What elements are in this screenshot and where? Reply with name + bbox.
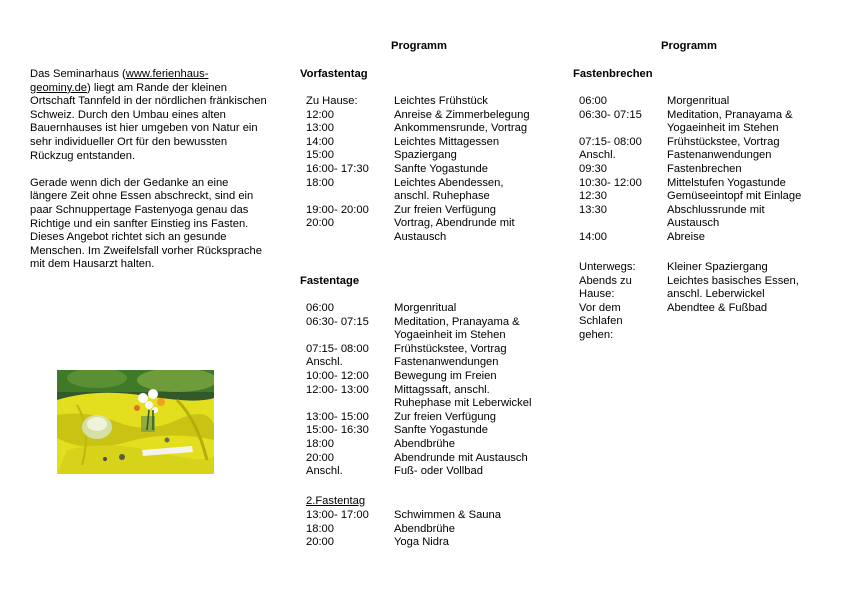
schedule-activity: Gemüseeintopf mit Einlage — [667, 190, 802, 203]
intro-paragraph-2: Gerade wenn dich der Gedanke an eine längere Zeit ohne Essen abschreckt, sind ein paar Schnuppertage Fastenyoga genau das Richtige und ein sanfter Einstieg ins Fasten. Dieses Angebot richtet sich an gesunde Menschen. Im Zweifelsfall vorher Rücksprache mit dem Hausarzt halten. — [30, 176, 262, 271]
section-title-fastentage: Fastentage — [300, 275, 360, 287]
schedule-time: 13:00- 17:00 — [306, 509, 369, 521]
schedule-time: 20:00 — [306, 217, 334, 230]
schedule-time: 14:00 — [306, 135, 334, 148]
schedule-activity: Leichtes Frühstück — [394, 95, 488, 107]
schedule-activity: Abendtee & Fußbad — [667, 301, 768, 314]
schedule-time: Unterwegs: — [579, 261, 636, 273]
schedule-activity: Frühstückstee, Vortrag Fastenanwendungen — [667, 135, 780, 162]
schedule-time: 20:00 — [306, 536, 334, 549]
schedule-time: 07:15- 08:00 Anschl. — [306, 342, 369, 369]
intro-text — [30, 68, 268, 286]
schedule-time: 15:00- 16:30 — [306, 424, 369, 437]
schedule-time: 18:00 — [306, 522, 334, 535]
schedule-activity: Bewegung im Freien — [394, 370, 497, 382]
schedule-activity: Vortrag, Abendrunde mit Austausch — [394, 217, 515, 243]
schedule-time: 10:00- 12:00 — [306, 370, 369, 382]
schedule-time: Vor dem Schlafen gehen: — [579, 301, 623, 341]
website-link[interactable]: www.ferienhaus-geominy.de — [30, 68, 209, 94]
schedule-time: Zu Hause: — [306, 95, 358, 107]
schedule-activity: Mittagssaft, anschl. Ruhephase mit Leberwickel — [394, 383, 532, 410]
schedule-activity: Meditation, Pranayama & Yogaeinheit im Stehen — [667, 108, 793, 135]
schedule-time: 14:00 — [579, 231, 607, 243]
schedule-activity: Abendbrühe — [394, 522, 455, 535]
schedule-activity: Meditation, Pranayama & Yogaeinheit im Stehen — [394, 315, 520, 342]
schedule-time: 19:00- 20:00 — [306, 203, 369, 216]
schedule-time: 13:00 — [306, 122, 334, 135]
schedule-time: 06:30- 07:15 — [306, 315, 369, 328]
schedule-time: 12:30 — [579, 190, 607, 203]
schedule-time: 16:00- 17:30 — [306, 163, 369, 175]
section-title-vorfastentag: Vorfastentag — [300, 68, 368, 80]
schedule-activity: Zur freien Verfügung — [394, 203, 496, 216]
schedule-time: 15:00 — [306, 149, 334, 162]
schedule-time: 10:30- 12:00 — [579, 176, 642, 189]
flowers-photo-image — [57, 370, 214, 474]
schedule-activity: Leichtes basisches Essen, anschl. Leberwickel — [667, 274, 799, 301]
schedule-time: 13:30 — [579, 203, 607, 216]
schedule-activity: Leichtes Abendessen, anschl. Ruhephase — [394, 176, 504, 203]
section-title-2-fastentag: 2.Fastentag — [306, 495, 366, 507]
schedule-activity: Kleiner Spaziergang — [667, 261, 768, 273]
section-title-fastenbrechen: Fastenbrechen — [573, 68, 653, 80]
schedule-time: 20:00 Anschl. — [306, 451, 343, 478]
program-title-right: Programm — [661, 40, 717, 52]
schedule-activity: Mittelstufen Yogastunde — [667, 176, 786, 189]
schedule-activity: Zur freien Verfügung — [394, 410, 496, 423]
schedule-activity: Yoga Nidra — [394, 536, 449, 549]
schedule-time: 12:00- 13:00 — [306, 383, 369, 396]
schedule-activity: Abschlussrunde mit Austausch — [667, 203, 765, 230]
schedule-activity: Morgenritual — [667, 95, 730, 107]
schedule-activity: Sanfte Yogastunde — [394, 424, 488, 437]
schedule-time: 18:00 — [306, 438, 334, 450]
schedule-activity: Abendrunde mit Austausch Fuß- oder Vollbad — [394, 451, 528, 478]
intro-paragraph-1: Das Seminarhaus (www.ferienhaus-geominy.de) liegt am Rande der kleinen Ortschaft Tannfeld in der nördlichen fränkischen Schweiz. Durch den Umbau eines alten Bauernhauses ist hier umgeben von Natur ein sehr individueller Ort für den bewussten Rückzug entstanden. — [30, 68, 267, 162]
schedule-time: 13:00- 15:00 — [306, 410, 369, 423]
schedule-time: Abends zu Hause: — [579, 274, 632, 301]
schedule-time: 12:00 — [306, 108, 334, 121]
schedule-activity: Schwimmen & Sauna — [394, 509, 501, 521]
schedule-activity: Frühstückstee, Vortrag Fastenanwendungen — [394, 342, 507, 369]
schedule-activity: Abreise — [667, 231, 705, 243]
schedule-time: 18:00 — [306, 176, 334, 189]
schedule-activity: Fastenbrechen — [667, 163, 742, 175]
schedule-activity: Sanfte Yogastunde — [394, 163, 488, 175]
schedule-time: 06:00 — [579, 95, 607, 107]
schedule-activity: Leichtes Mittagessen — [394, 135, 500, 148]
schedule-activity: Ankommensrunde, Vortrag — [394, 122, 528, 135]
program-title-middle: Programm — [391, 40, 447, 52]
schedule-time: 07:15- 08:00 Anschl. — [579, 135, 642, 162]
schedule-activity: Anreise & Zimmerbelegung — [394, 108, 530, 121]
schedule-time: 06:30- 07:15 — [579, 108, 642, 121]
schedule-activity: Spaziergang — [394, 149, 457, 162]
schedule-time: 09:30 — [579, 163, 607, 175]
schedule-activity: Abendbrühe — [394, 438, 455, 450]
schedule-activity: Morgenritual — [394, 302, 457, 314]
flowers-photo — [57, 370, 214, 474]
schedule-time: 06:00 — [306, 302, 334, 314]
